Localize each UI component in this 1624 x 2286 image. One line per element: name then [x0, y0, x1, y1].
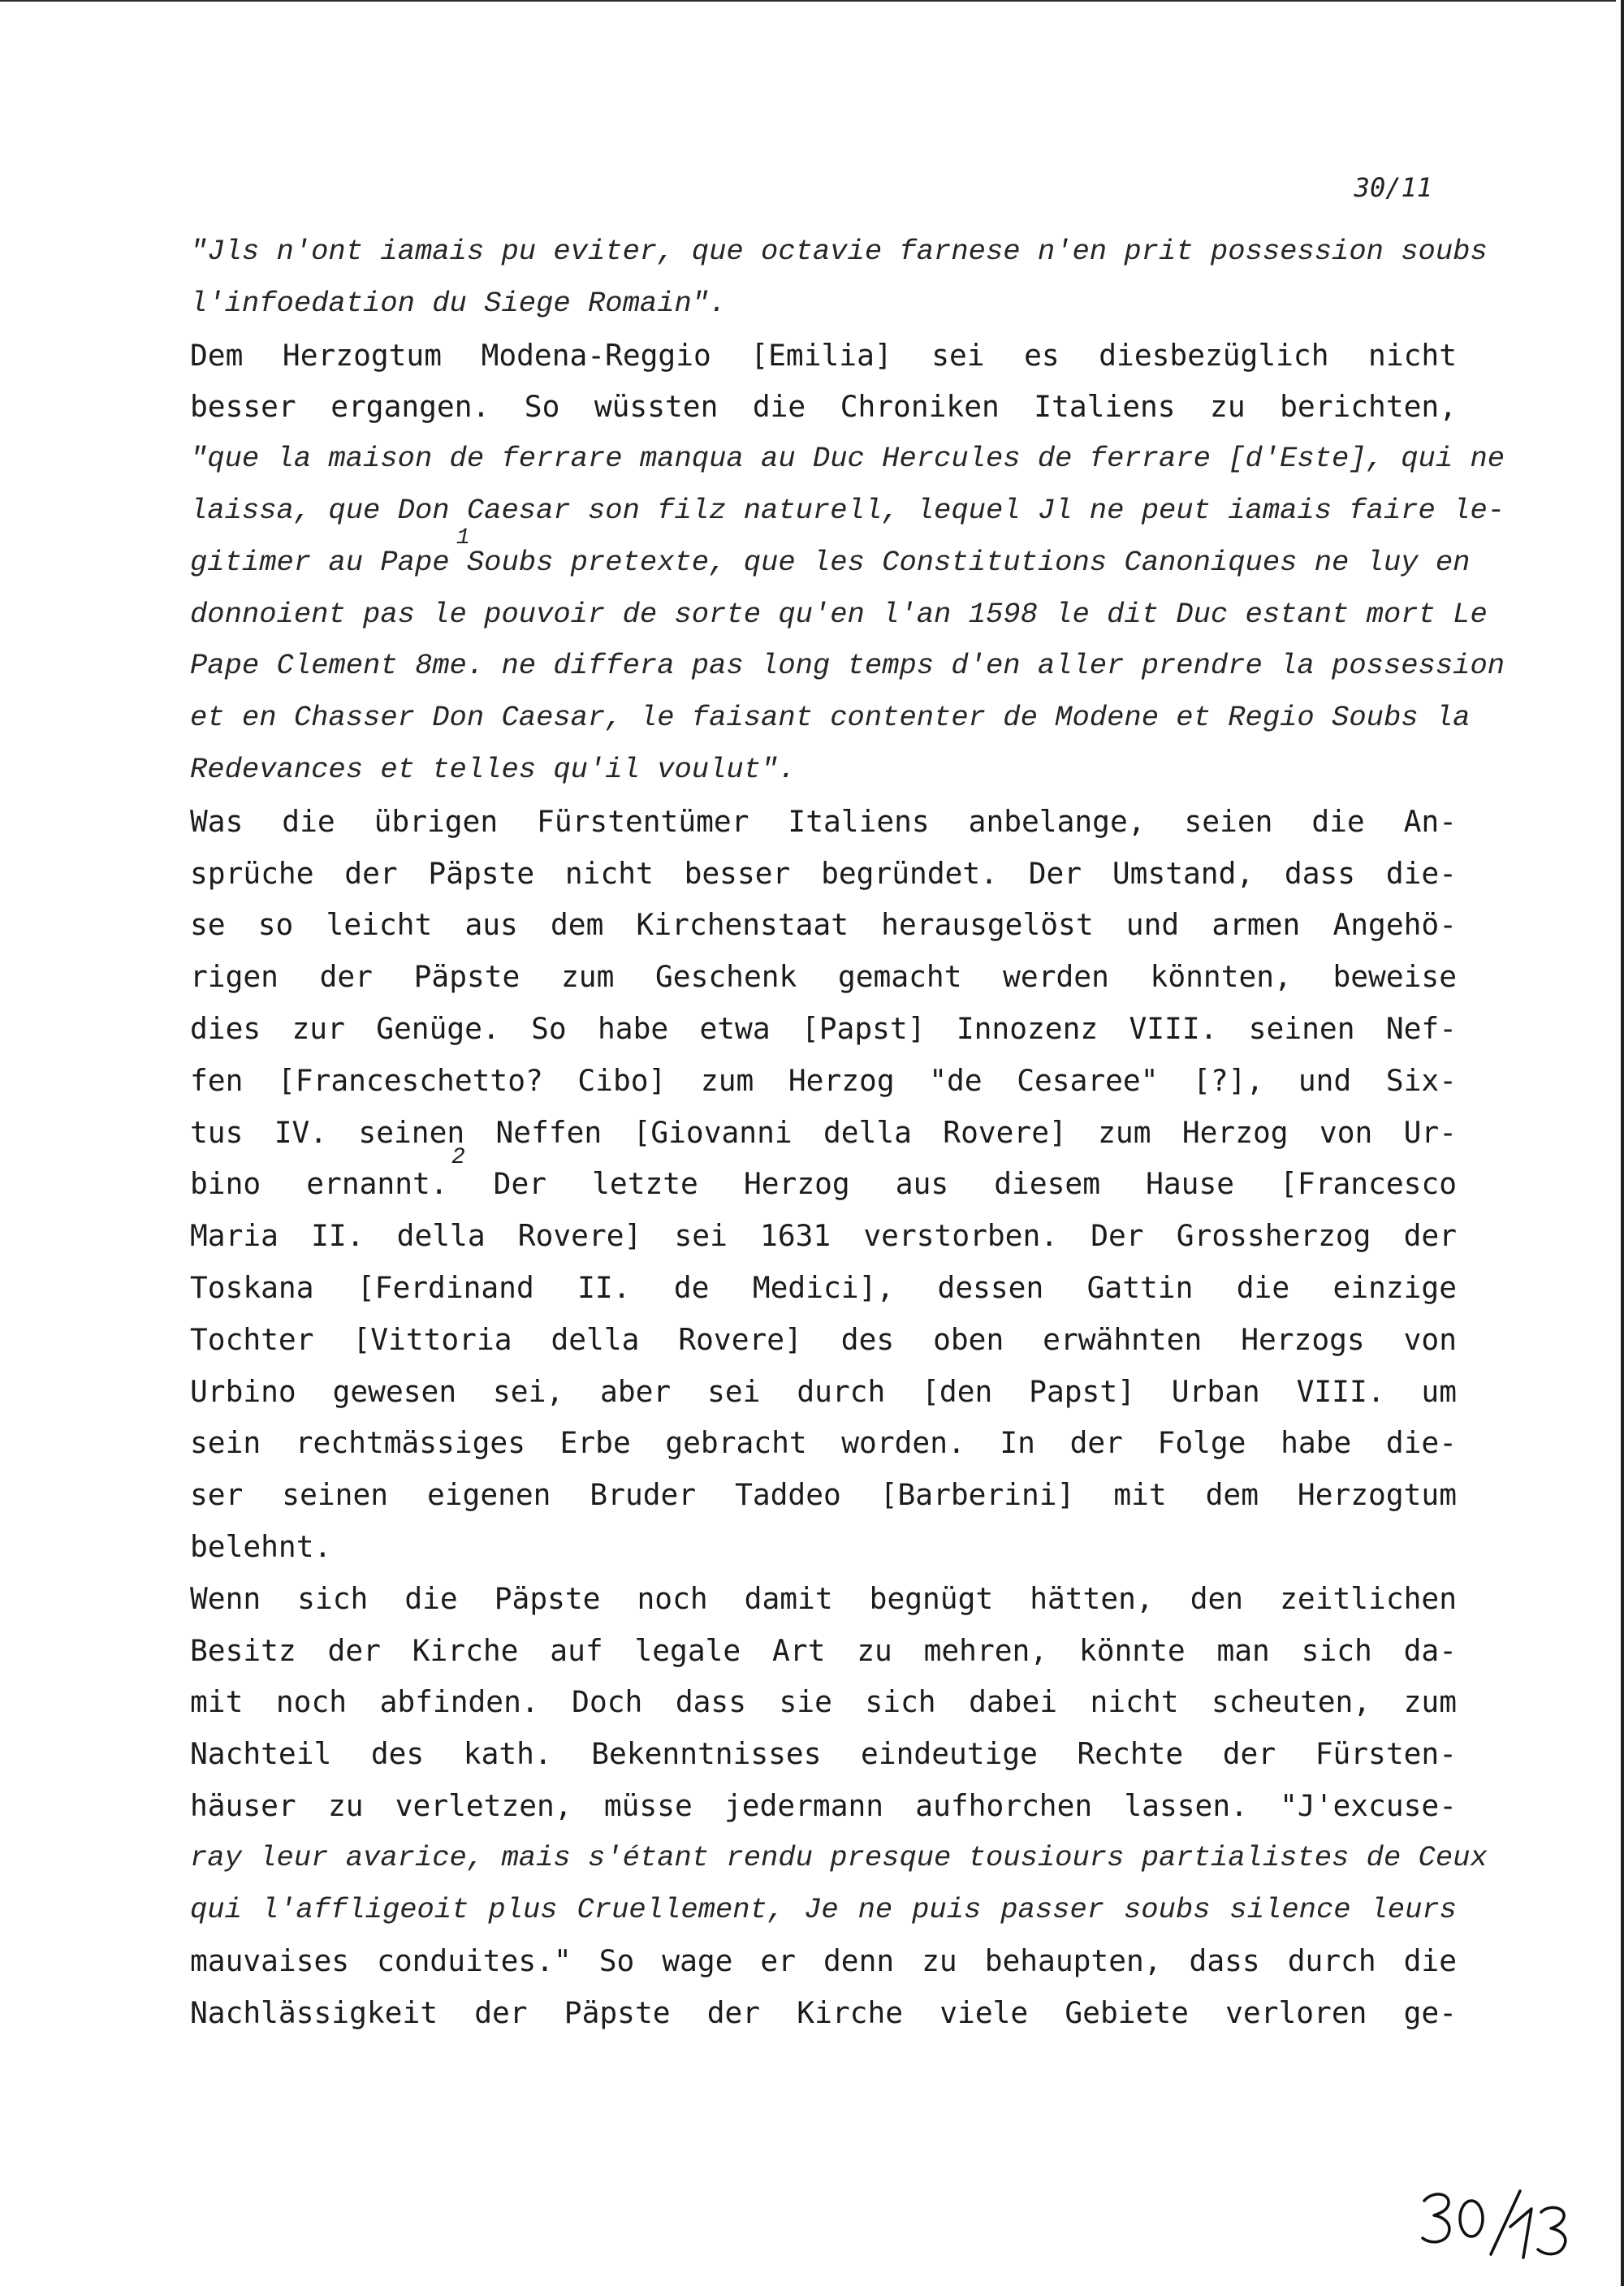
handwritten-page-stamp: [1413, 2176, 1575, 2266]
text-line: Was die übrigen Fürstentümer Italiens anbelange, seien die An-: [190, 803, 1457, 839]
text-line: qui l'affligeoit plus Cruellement, Je ne puis passer soubs silence leurs: [190, 1892, 1457, 1926]
text-line: Pape Clement 8me. ne differa pas long temps d'en aller prendre la possession: [190, 649, 1505, 683]
text-line-content: gitimer au Pape Soubs pretexte, que les Constitutions Canoniques ne luy en: [190, 545, 1471, 579]
footnote-marker: 1: [456, 525, 470, 551]
text-line: Maria II. della Rovere] sei 1631 verstorben. Der Grossherzog der: [190, 1218, 1457, 1254]
text-line: belehnt.: [190, 1528, 332, 1564]
text-line: donnoient pas le pouvoir de sorte qu'en l'an 1598 le dit Duc estant mort Le: [190, 597, 1488, 631]
text-line: se so leicht aus dem Kirchenstaat herausgelöst und armen Angehö-: [190, 907, 1457, 943]
text-line: rigen der Päpste zum Geschenk gemacht werden könnten, beweise: [190, 959, 1457, 995]
text-line: "que la maison de ferrare manqua au Duc Hercules de ferrare [d'Este], qui ne: [190, 442, 1505, 476]
text-line: Toskana [Ferdinand II. de Medici], dessen Gattin die einzige: [190, 1269, 1457, 1305]
text-line: besser ergangen. So wüssten die Chroniken Italiens zu berichten,: [190, 389, 1457, 425]
text-line: Wenn sich die Päpste noch damit begnügt hätten, den zeitlichen: [190, 1580, 1457, 1616]
text-line: dies zur Genüge. So habe etwa [Papst] Innozenz VIII. seinen Nef-: [190, 1010, 1457, 1046]
text-line: Redevances et telles qu'il voulut".: [190, 752, 796, 786]
text-line: ray leur avarice, mais s'étant rendu presque tousiours partialistes de Ceux: [190, 1840, 1488, 1874]
text-line: Besitz der Kirche auf legale Art zu mehren, könnte man sich da-: [190, 1632, 1457, 1668]
text-line: fen [Franceschetto? Cibo] zum Herzog "de Cesaree" [?], und Six-: [190, 1062, 1457, 1098]
footnote-marker: 2: [451, 1145, 465, 1171]
text-line: sprüche der Päpste nicht besser begründet. Der Umstand, dass die-: [190, 855, 1457, 891]
scan-edge-right: [1621, 0, 1624, 2286]
text-line: Tochter [Vittoria della Rovere] des oben erwähnten Herzogs von: [190, 1321, 1457, 1357]
text-line: häuser zu verletzen, müsse jedermann aufhorchen lassen. "J'excuse-: [190, 1787, 1457, 1823]
text-line-with-footnote: [190, 1145, 1457, 1210]
text-line: mauvaises conduites." So wage er denn zu behaupten, dass durch die: [190, 1943, 1457, 1979]
text-line: ser seinen eigenen Bruder Taddeo [Barberini] mit dem Herzogtum: [190, 1477, 1457, 1513]
text-line-content: bino ernannt. Der letzte Herzog aus diesem Hause [Francesco: [190, 1166, 1457, 1202]
text-line: "Jls n'ont iamais pu eviter, que octavie farnese n'en prit possession soubs: [190, 235, 1488, 268]
handwritten-stamp-drawing: [1413, 2176, 1575, 2266]
text-line: tus IV. seinen Neffen [Giovanni della Rovere] zum Herzog von Ur-: [190, 1114, 1457, 1150]
text-line: laissa, que Don Caesar son filz naturell, lequel Jl ne peut iamais faire le-: [190, 493, 1505, 527]
text-line: Urbino gewesen sei, aber sei durch [den Papst] Urban VIII. um: [190, 1373, 1457, 1409]
text-line: et en Chasser Don Caesar, le faisant contenter de Modene et Regio Soubs la: [190, 701, 1471, 735]
text-line: sein rechtmässiges Erbe gebracht worden. In der Folge habe die-: [190, 1425, 1457, 1461]
text-line: Nachlässigkeit der Päpste der Kirche viele Gebiete verloren ge-: [190, 1995, 1457, 2031]
text-line-with-footnote: [190, 525, 1471, 589]
text-line: l'infoedation du Siege Romain".: [190, 286, 727, 320]
page-number: 30/11: [1354, 172, 1432, 203]
text-line: Dem Herzogtum Modena-Reggio [Emilia] sei es diesbezüglich nicht: [190, 337, 1457, 373]
text-line: mit noch abfinden. Doch dass sie sich dabei nicht scheuten, zum: [190, 1684, 1457, 1720]
text-line: Nachteil des kath. Bekenntnisses eindeutige Rechte der Fürsten-: [190, 1736, 1457, 1772]
scan-edge-top: [0, 0, 1616, 2]
body-text: [190, 226, 1505, 2039]
